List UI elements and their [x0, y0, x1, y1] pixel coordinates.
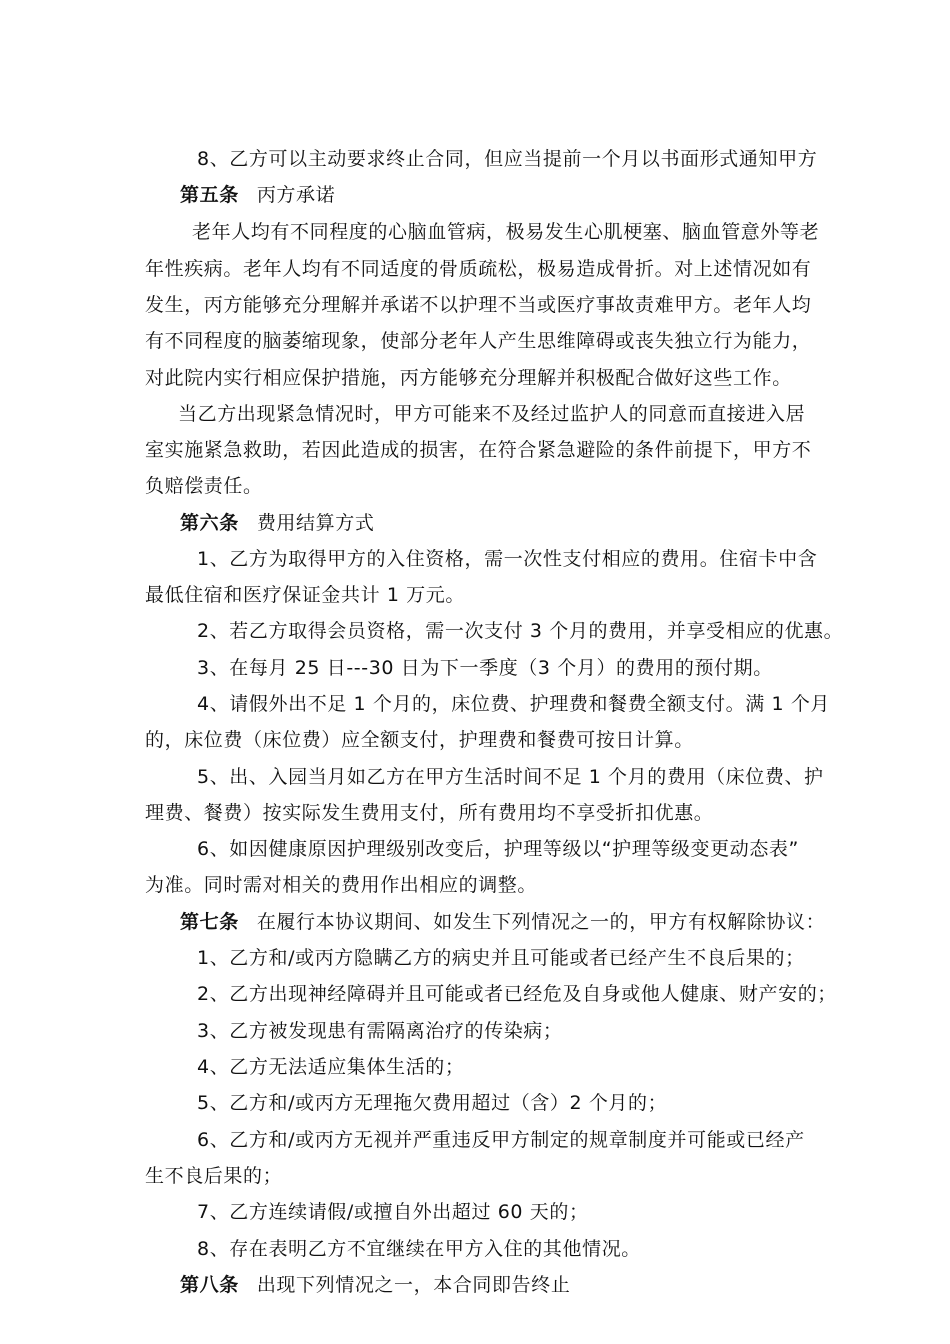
article-5-para2-line2: 室实施紧急救助，若因此造成的损害，在符合紧急避险的条件前提下，甲方不: [145, 439, 812, 461]
article-7-item-6-line2: 生不良后果的；: [145, 1165, 283, 1187]
article-5-para1-line3: 发生，丙方能够充分理解并承诺不以护理不当或医疗事故责难甲方。老年人均: [145, 294, 812, 316]
article-8-heading: [180, 1273, 570, 1297]
article-7-heading: [180, 910, 825, 934]
article-7-item-8: 8、存在表明乙方不宜继续在甲方入住的其他情况。: [197, 1238, 641, 1260]
article-7-item-4: 4、乙方无法适应集体生活的；: [197, 1056, 465, 1078]
article-7-number: 第七条: [180, 911, 239, 933]
article-6-item-5-line1: 5、出、入园当月如乙方在甲方生活时间不足 1 个月的费用（床位费、护: [197, 766, 824, 788]
article-6-number: 第六条: [180, 512, 239, 534]
article-6-item-1-line1: 1、乙方为取得甲方的入住资格，需一次性支付相应的费用。住宿卡中含: [197, 548, 818, 570]
article-7-title: 在履行本协议期间、如发生下列情况之一的，甲方有权解除协议：: [256, 911, 826, 933]
article-6-item-4-line1: 4、请假外出不足 1 个月的，床位费、护理费和餐费全额支付。满 1 个月: [197, 693, 831, 715]
article-5-title: 丙方承诺: [256, 184, 336, 206]
article-5-para2-line3: 负赔偿责任。: [145, 475, 263, 497]
article-5-para1-line5: 对此院内实行相应保护措施，丙方能够充分理解并积极配合做好这些工作。: [145, 367, 792, 389]
article-5-para1-line4: 有不同程度的脑萎缩现象，使部分老年人产生思维障碍或丧失独立行为能力，: [145, 330, 812, 352]
article-7-item-7: 7、乙方连续请假/或擅自外出超过 60 天的；: [197, 1201, 589, 1223]
article-7-item-3: 3、乙方被发现患有需隔离治疗的传染病；: [197, 1020, 563, 1042]
article-8-title: 出现下列情况之一，本合同即告终止: [256, 1274, 571, 1296]
article-6-item-3: 3、在每月 25 日---30 日为下一季度（3 个月）的费用的预付期。: [197, 657, 773, 679]
article-6-item-5-line2: 理费、餐费）按实际发生费用支付，所有费用均不享受折扣优惠。: [145, 802, 714, 824]
article-6-item-2: 2、若乙方取得会员资格，需一次支付 3 个月的费用，并享受相应的优惠。: [197, 620, 844, 642]
article-7-item-5: 5、乙方和/或丙方无理拖欠费用超过（含）2 个月的；: [197, 1092, 668, 1114]
article-7-item-2: 2、乙方出现神经障碍并且可能或者已经危及自身或他人健康、财产安的；: [197, 983, 837, 1005]
clause-8-terminate: 8、乙方可以主动要求终止合同，但应当提前一个月以书面形式通知甲方: [197, 148, 818, 170]
article-6-title: 费用结算方式: [256, 512, 375, 534]
article-6-item-4-line2: 的，床位费（床位费）应全额支付，护理费和餐费可按日计算。: [145, 729, 694, 751]
article-5-para1-line2: 年性疾病。老年人均有不同适度的骨质疏松，极易造成骨折。对上述情况如有: [145, 258, 812, 280]
article-6-item-6-line2: 为准。同时需对相关的费用作出相应的调整。: [145, 874, 538, 896]
article-5-heading: [180, 183, 335, 207]
article-8-number: 第八条: [180, 1274, 239, 1296]
article-7-item-1: 1、乙方和/或丙方隐瞒乙方的病史并且可能或者已经产生不良后果的；: [197, 947, 805, 969]
article-7-item-6-line1: 6、乙方和/或丙方无视并严重违反甲方制定的规章制度并可能或已经产: [197, 1129, 805, 1151]
article-6-heading: [180, 511, 374, 535]
article-5-number: 第五条: [180, 184, 239, 206]
article-6-item-1-line2: 最低住宿和医疗保证金共计 1 万元。: [145, 584, 465, 606]
article-5-para1-line1: 老年人均有不同程度的心脑血管病，极易发生心肌梗塞、脑血管意外等老: [192, 221, 820, 243]
article-6-item-6-line1: 6、如因健康原因护理级别改变后，护理等级以“护理等级变更动态表”: [197, 838, 799, 860]
article-5-para2-line1: 当乙方出现紧急情况时，甲方可能来不及经过监护人的同意而直接进入居: [178, 403, 806, 425]
